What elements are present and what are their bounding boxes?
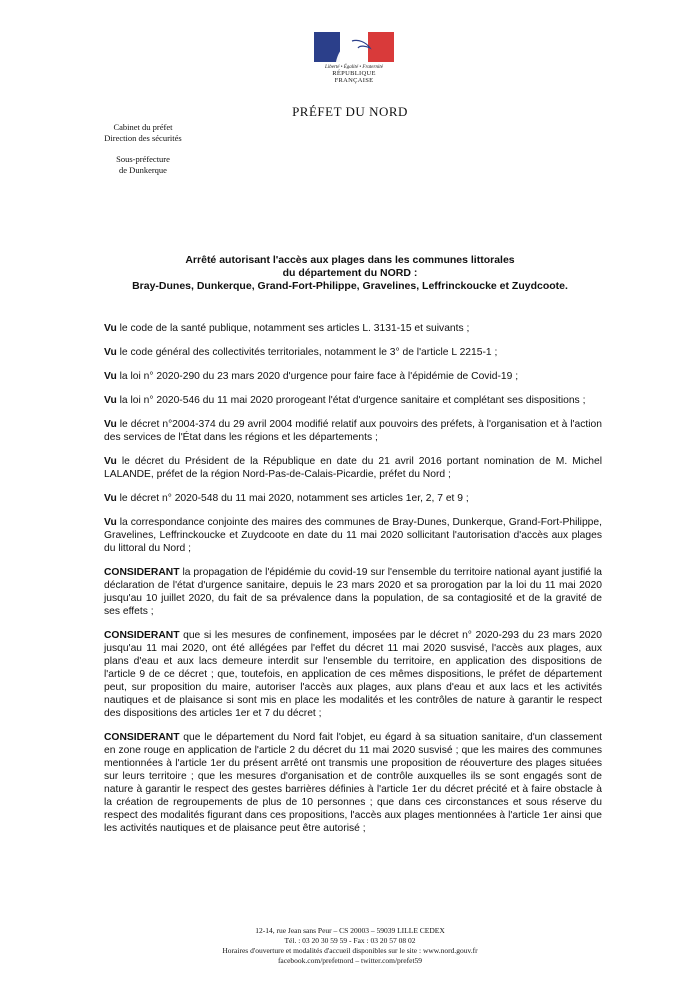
issuer-line: Direction des sécurités [104,133,182,143]
marianne-flag-icon [314,32,394,62]
paragraph: CONSIDERANT la propagation de l'épidémie du covid-19 sur l'ensemble du territoire national ayant justifié la déclaration de l'état d'urgence sanitaire, depuis le 23 mars 2020 et sa prorogation par la loi du 11 mai 2020 jusqu'au 10 juillet 2020, du fait de sa prévalence dans la population, de sa contagiosité et de la gravité de ses effets ; [104,567,602,617]
paragraph: CONSIDERANT que si les mesures de confinement, imposées par le décret n° 2020-293 du 23 mars 2020 jusqu'au 11 mai 2020, ont été allégées par l'effet du décret 11 mai 2020 susvisé, l'accès aux plages, aux plans d'eau et aux lacs demeure interdit sur l'ensemble du territoire, en application des dispositions de l'article 9 de ce décret ; que, toutefois, en application de ces mêmes dispositions, le préfet de département peut, sur proposition du maire, autoriser l'accès aux plages, aux plans d'eau et aux lacs et les activités nautiques et de plaisance si sont mis en place les modalités et les contrôles de nature à garantir le respect des dispositions des articles 1er et 7 du décret ; [104,630,602,719]
footer-hours: Horaires d'ouverture et modalités d'accueil disponibles sur le site : www.nord.gouv.fr [222,946,478,955]
paragraph: Vu le décret n° 2020-548 du 11 mai 2020, notamment ses articles 1er, 2, 7 et 9 ; [104,493,469,504]
paragraph: Vu la loi n° 2020-546 du 11 mai 2020 prorogeant l'état d'urgence sanitaire et complétant ses dispositions ; [104,395,586,406]
title-line: Bray-Dunes, Dunkerque, Grand-Fort-Philippe, Gravelines, Leffrinckoucke et Zuydcoote. [132,280,568,292]
republic-label: RÉPUBLIQUE FRANÇAISE [332,70,376,84]
marianne-logo [314,32,394,84]
footer-address: 12-14, rue Jean sans Peur – CS 20003 – 59039 LILLE CEDEX [255,926,445,935]
footer [0,926,700,966]
paragraph: Vu le décret n°2004-374 du 29 avril 2004 modifié relatif aux pouvoirs des préfets, à l'organisation et à l'action des services de l'État dans les régions et les départements ; [104,419,602,443]
prefet-title: PRÉFET DU NORD [292,104,408,119]
document-body [104,322,602,846]
footer-social: facebook.com/prefetnord – twitter.com/prefet59 [277,956,423,965]
motto: Liberté • Égalité • Fraternité [325,65,383,70]
paragraph: Vu le code de la santé publique, notamment ses articles L. 3131-15 et suivants ; [104,323,470,334]
issuer-block [88,122,198,176]
paragraph: CONSIDERANT que le département du Nord fait l'objet, eu égard à sa situation sanitaire, d'un classement en zone rouge en application de l'article 2 du décret du 11 mai 2020 susvisé ; que les maires des communes mentionnées à l'article 1er du présent arrêté ont transmis une proposition de réouverture des plages situées sur leurs territoire ; que les mesures d'organisation et de contrôle auxquelles ils se sont engagés sont de nature à garantir le respect des gestes barrières définies à l'article 1er du décret précité et à faire obstacle à la création de regroupements de plus de 10 personnes ; que dans ces circonstances et sous réserve du respect des modalités figurant dans ces propositions, l'accès aux plages mentionnées à l'article 1er ainsi que les activités nautiques et de plaisance peut être autorisé ; [104,732,602,834]
document-title [100,254,600,293]
paragraph: Vu le décret du Président de la République en date du 21 avril 2016 portant nomination de M. Michel LALANDE, préfet de la région Nord-Pas-de-Calais-Picardie, préfet du Nord ; [104,456,602,480]
issuer-line: Sous-préfecture [116,154,170,164]
paragraph: Vu la loi n° 2020-290 du 23 mars 2020 d'urgence pour faire face à l'épidémie de Covid-19 ; [104,371,519,382]
footer-phone: Tél. : 03 20 30 59 59 - Fax : 03 20 57 08 02 [284,936,416,945]
title-line: Arrêté autorisant l'accès aux plages dans les communes littorales [185,254,515,266]
paragraph: Vu le code général des collectivités territoriales, notamment le 3° de l'article L 2215-1 ; [104,347,498,358]
issuer-line: Cabinet du préfet [113,122,173,132]
paragraph: Vu la correspondance conjointe des maires des communes de Bray-Dunes, Dunkerque, Grand-Fort-Philippe, Gravelines, Leffrinckoucke et Zuydcoote en date du 11 mai 2020 sollicitant l'autorisation d'accès aux plages du littoral du Nord ; [104,517,602,554]
title-line: du département du NORD : [282,267,418,279]
issuer-line: de Dunkerque [119,165,167,175]
